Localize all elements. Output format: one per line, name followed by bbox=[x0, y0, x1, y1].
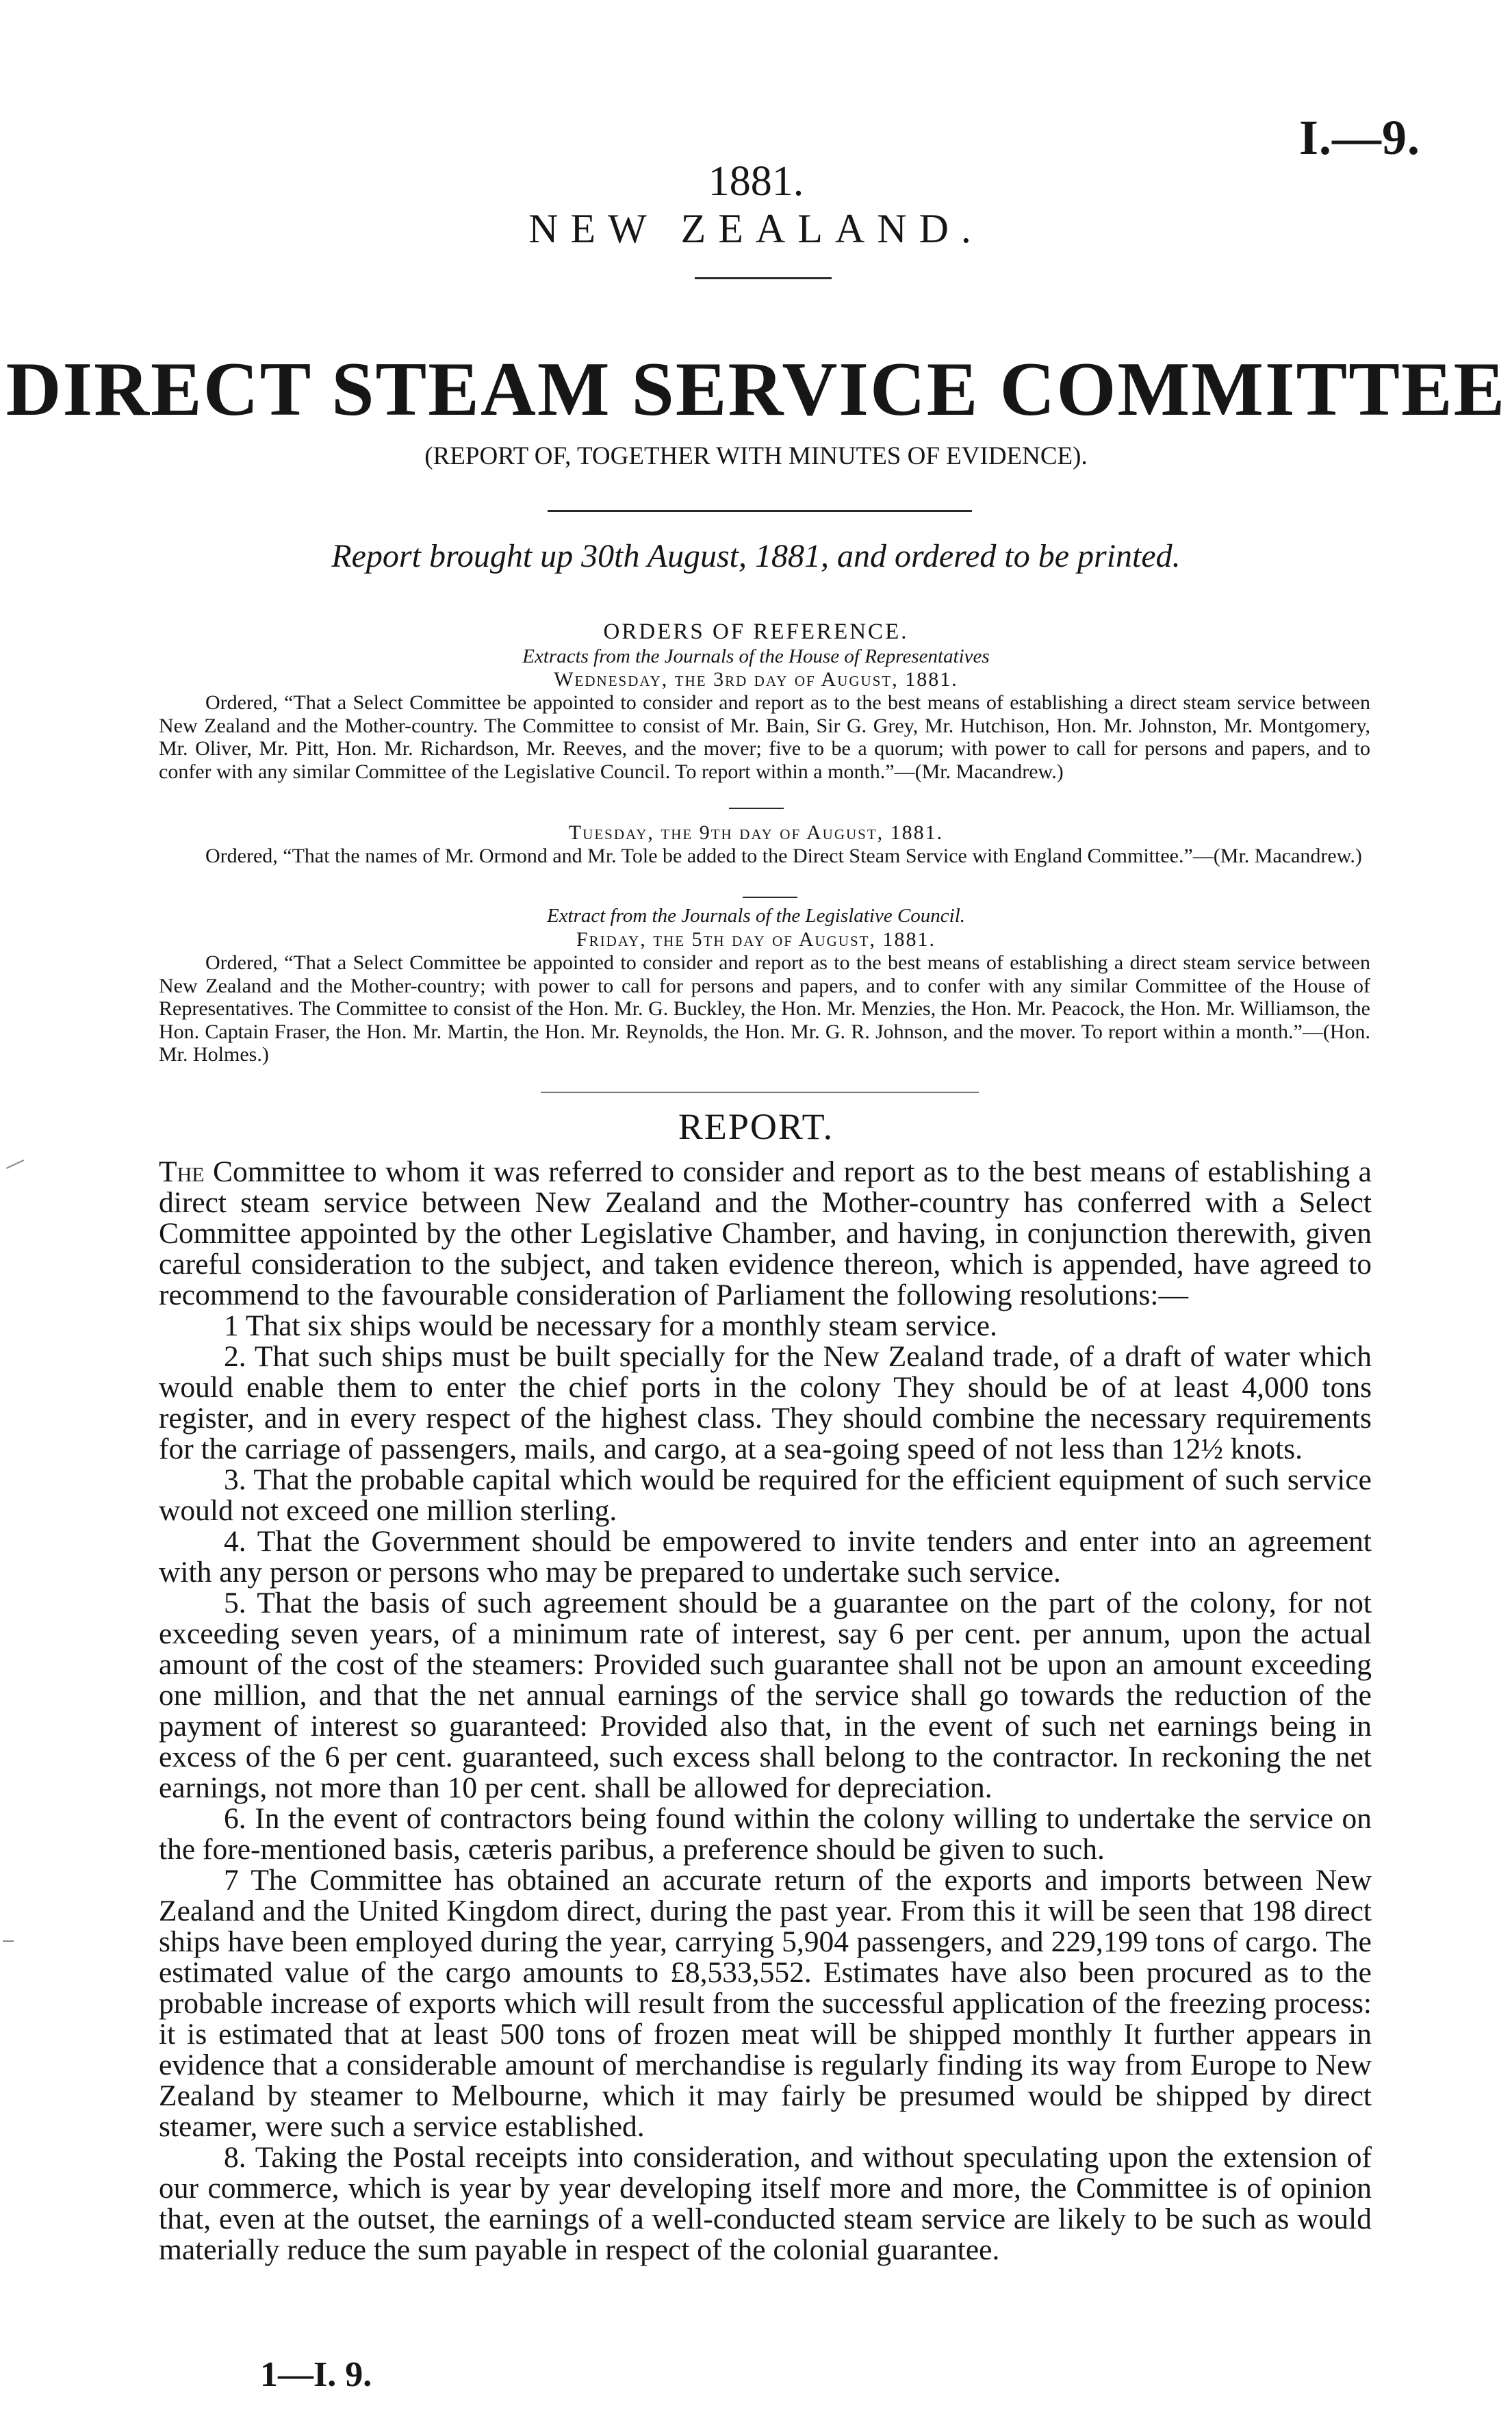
brought-up-line: Report brought up 30th August, 1881, and ordered to be printed. bbox=[331, 538, 1181, 574]
entry2-block bbox=[159, 845, 1370, 868]
entry1-text: Ordered, “That a Select Committee be appointed to consider and report as to the best means of establishing a direct steam service between New Zealand and the Mother-country. The Committee to consist of Mr. Bain, Sir G. Grey, Mr. Hutchison, Hon. Mr. Johnston, Mr. Montgomery, Mr. Oliver, Mr. Pitt, Hon. Mr. Richardson, Mr. Reeves, and the mover; five to be a quorum; with power to call for persons and papers, and to confer with any similar Committee of the Legislative Council. To report within a month.”—(Mr. Macandrew.) bbox=[159, 691, 1370, 783]
report-resolution-2: 2. That such ships must be built specially for the New Zealand trade, of a draft of water which would enable them to enter the chief ports in the colony They should be of at least 4,000 tons register, and in every respect of the highest class. They should combine the necessary requirements for the carriage of passengers, mails, and cargo, at a sea-going speed of not less than 12½ knots. bbox=[159, 1340, 1372, 1465]
entry1-block bbox=[159, 691, 1370, 783]
report-body bbox=[159, 1157, 1372, 2266]
entry3-date: Friday, the 5th day of August, 1881. bbox=[576, 928, 936, 951]
report-heading: REPORT. bbox=[678, 1106, 834, 1147]
report-intro-text: Committee to whom it was referred to consider and report as to the best means of establishing a direct steam service between New Zealand and the Mother-country has conferred with a Select Committee appointed by the other Legislative Chamber, and having, in conjunction therewith, given careful consideration to the subject, and taken evidence thereon, which is appended, have agreed to recommend to the favourable consideration of Parliament the following resolutions:— bbox=[159, 1155, 1372, 1311]
report-intro bbox=[159, 1157, 1372, 1311]
subtitle: (REPORT OF, TOGETHER WITH MINUTES OF EVIDENCE). bbox=[424, 442, 1088, 470]
report-resolution-4: 4. That the Government should be empowered to invite tenders and enter into an agreement with any person or persons who may be prepared to undertake such service. bbox=[159, 1525, 1372, 1589]
year: 1881. bbox=[708, 158, 804, 205]
rule-orders-end bbox=[541, 1092, 979, 1093]
rule-short bbox=[695, 277, 832, 279]
margin-mark-bottom bbox=[3, 1940, 14, 1942]
rule-long bbox=[548, 510, 972, 512]
entry2-date: Tuesday, the 9th day of August, 1881. bbox=[568, 821, 944, 844]
report-resolution-8: 8. Taking the Postal receipts into consideration, and without speculating upon the extension of our commerce, which is year by year developing itself more and more, the Committee is of opinion that, even at the outset, the earnings of a well-conducted steam service are likely to be such as would materially reduce the sum payable in respect of the colonial guarantee. bbox=[159, 2141, 1372, 2266]
entry3-block bbox=[159, 951, 1370, 1066]
country: NEW ZEALAND. bbox=[528, 206, 984, 251]
report-resolution-7: 7 The Committee has obtained an accurate return of the exports and imports between New Zealand and the United Kingdom direct, during the past year. From this it will be seen that 198 direct ships have been employed during the year, carrying 5,904 passengers, and 229,199 tons of cargo. The estimated value of the cargo amounts to £8,533,552. Estimates have also been procured as to the probable increase of exports which will result from the successful application of the freezing process: it is estimated that at least 500 tons of frozen meat will be shipped monthly It further appears in evidence that a considerable amount of merchandise is regularly finding its way from Europe to New Zealand by steamer to Melbourne, which it may fairly be presumed would be shipped by direct steamer, were such a service established. bbox=[159, 1864, 1372, 2143]
footer-code: 1—I. 9. bbox=[260, 2355, 372, 2394]
main-title: DIRECT STEAM SERVICE COMMITTEE bbox=[5, 347, 1507, 432]
report-resolution-5: 5. That the basis of such agreement should be a guarantee on the part of the colony, for not exceeding seven years, of a minimum rate of interest, say 6 per cent. per annum, upon the actual amount of the cost of the steamers: Provided such guarantee shall not be upon an amount exceeding one million, and that the net annual earnings of the service shall go towards the reduction of the payment of interest so guaranteed: Provided also that, in the event of such net earnings being in excess of the 6 per cent. guaranteed, such excess shall belong to the contractor. In reckoning the net earnings, not more than 10 per cent. shall be allowed for depreciation. bbox=[159, 1587, 1372, 1804]
report-resolution-6: 6. In the event of contractors being found within the colony willing to undertake the service on the fore-mentioned basis, cæteris paribus, a preference should be given to such. bbox=[159, 1802, 1372, 1866]
report-resolution-1: 1 That six ships would be necessary for a monthly steam service. bbox=[224, 1309, 997, 1342]
rule-entry1 bbox=[729, 808, 784, 809]
margin-mark-top bbox=[6, 1159, 24, 1169]
entry3-text: Ordered, “That a Select Committee be appointed to consider and report as to the best means of establishing a direct steam service between New Zealand and the Mother-country; with power to call for persons and papers, and to confer with any similar Committee of the House of Representatives. The Committee to consist of the Hon. Mr. G. Buckley, the Hon. Mr. Menzies, the Hon. Mr. Peacock, the Hon. Mr. Williamson, the Hon. Captain Fraser, the Hon. Mr. Martin, the Hon. Mr. Reynolds, the Hon. Mr. G. R. Johnson, and the mover. To report within a month.”—(Hon. Mr. Holmes.) bbox=[159, 951, 1370, 1066]
entry2-text: Ordered, “That the names of Mr. Ormond and Mr. Tole be added to the Direct Steam Service with England Committee.”—(Mr. Macandrew.) bbox=[205, 845, 1362, 867]
orders-heading: ORDERS OF REFERENCE. bbox=[603, 619, 909, 644]
report-intro-lead: The bbox=[159, 1155, 205, 1188]
extract-house: Extracts from the Journals of the House of Representatives bbox=[522, 645, 990, 667]
entry1-date: Wednesday, the 3rd day of August, 1881. bbox=[554, 668, 958, 691]
extract-council: Extract from the Journals of the Legislative Council. bbox=[546, 905, 966, 927]
rule-entry2 bbox=[743, 897, 797, 898]
report-resolution-3: 3. That the probable capital which would be required for the efficient equipment of such service would not exceed one million sterling. bbox=[159, 1463, 1372, 1527]
page-id: I.—9. bbox=[1299, 110, 1421, 165]
